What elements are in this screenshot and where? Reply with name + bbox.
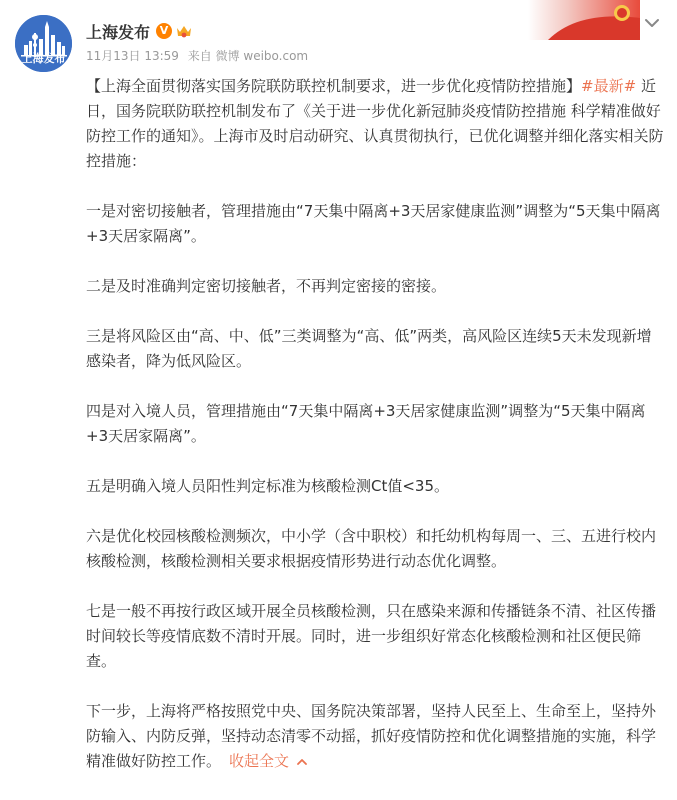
verified-badge-icon: V [156,23,172,39]
avatar-label: 上海发布 [21,52,66,65]
measure-item-3: 三是将风险区由“高、中、低”三类调整为“高、低”两类，高风险区连续5天未发现新增感染者，降为低风险区。 [86,327,652,370]
post-content [86,74,664,774]
measure-item-7: 七是一般不再按行政区域开展全员核酸检测，只在感染来源和传播链条不清、社区传播时间较长等疫情底数不清时开展。同时，进一步组织好常态化核酸检测和社区便民筛查。 [86,602,657,670]
measure-item-4: 四是对入境人员，管理措施由“7天集中隔离+3天居家健康监测”调整为“5天集中隔离+3天居家隔离”。 [86,402,646,445]
post-source: 来自 微博 weibo.com [187,49,309,63]
chevron-down-icon[interactable] [640,11,664,35]
post-closing: 下一步，上海将严格按照党中央、国务院决策部署，坚持人民至上、生命至上，坚持外防输入、内防反弹，坚持动态清零不动摇，抓好疫情防控和优化调整措施的实施，科学精准做好防控工作。 [86,702,657,770]
chevron-up-icon [295,755,309,769]
post-lead [86,74,664,174]
author-name[interactable]: 上海发布 [86,22,151,42]
avatar[interactable] [15,15,72,72]
measure-item-2: 二是及时准确判定密切接触者，不再判定密接的密接。 [86,277,447,295]
post-closing-paragraph [86,699,664,774]
post-time[interactable]: 11月13日 13:59 [86,49,179,63]
flag-banner-decoration [528,0,640,40]
measure-item-1: 一是对密切接触者，管理措施由“7天集中隔离+3天居家健康监测”调整为“5天集中隔离+3天居家隔离”。 [86,202,661,245]
post-title: 【上海全面贯彻落实国务院联防联控机制要求，进一步优化疫情防控措施】 [86,77,582,95]
measure-item-6: 六是优化校园核酸检测频次，中小学（含中职校）和托幼机构每周一、三、五进行校内核酸检测，核酸检测相关要求根据疫情形势进行动态优化调整。 [86,527,657,570]
collapse-button[interactable] [229,752,309,770]
post-header [0,0,677,74]
member-crown-icon[interactable] [175,23,193,39]
post-meta [86,47,313,64]
post-intro: 近日，国务院联防联控机制发布了《关于进一步优化新冠肺炎疫情防控措施 科学精准做好防控工作的通知》。上海市及时启动研究、认真贯彻执行，已优化调整并细化落实相关防控措施： [86,77,664,170]
collapse-label: 收起全文 [229,752,290,770]
measure-item-5: 五是明确入境人员阳性判定标准为核酸检测Ct值<35。 [86,477,450,495]
author-row [86,18,193,44]
topic-link[interactable]: #最新# [581,77,637,95]
